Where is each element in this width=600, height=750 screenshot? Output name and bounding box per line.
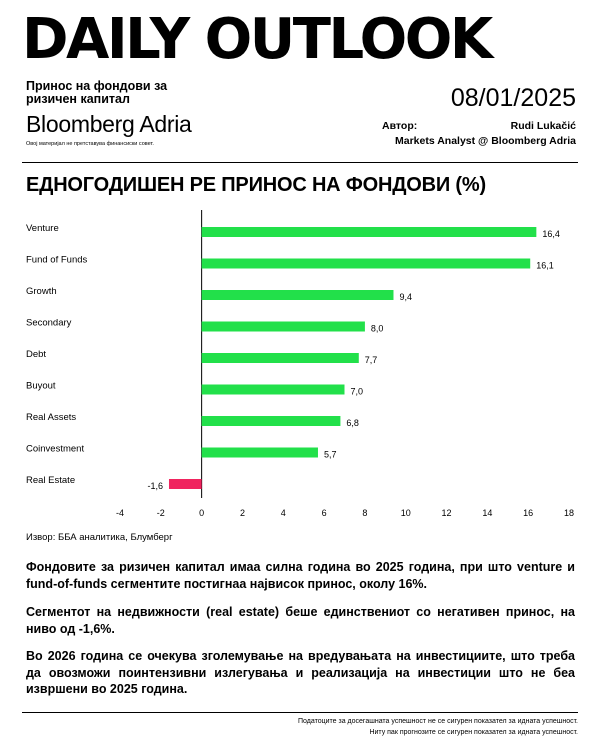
- value-label: 16,4: [542, 229, 560, 239]
- bar-secondary: [202, 322, 365, 332]
- category-label: Buyout: [26, 380, 56, 392]
- category-label: Real Estate: [26, 475, 76, 486]
- value-label: 8,0: [370, 323, 384, 334]
- x-tick-label: 12: [441, 508, 452, 518]
- brand-logo: Bloomberg Adria: [26, 111, 192, 137]
- footer-rule: [22, 712, 578, 713]
- value-label: -1,6: [147, 481, 163, 491]
- bar-fund-of-funds: [202, 259, 531, 269]
- paragraph-2: Сегментот на недвижности (real estate) беше единствениот со негативен принос, на ниво од -1,6%.: [26, 605, 575, 636]
- bar-real-assets: [202, 416, 341, 426]
- chart-title: ЕДНОГОДИШЕН PE ПРИНОС НА ФОНДОВИ (%): [26, 174, 486, 196]
- paragraph-1: Фондовите за ризичен капитал имаа силна година во 2025 година, при што venture и fund-of-funds сегментите постигнаа највисок принос, околу 16%.: [26, 560, 575, 591]
- x-tick-label: 18: [563, 508, 575, 518]
- bar-buyout: [202, 385, 345, 395]
- footer-disclaimer-2: Ниту пак прогнозите се сигурен показател за идната успешност.: [369, 729, 578, 736]
- source-note: Извор: ББА аналитика, Блумберг: [26, 532, 173, 543]
- value-label: 7,0: [350, 386, 364, 397]
- x-tick-label: -2: [156, 508, 165, 518]
- x-tick-label: 0: [199, 508, 205, 518]
- bar-debt: [202, 353, 359, 363]
- footer-disclaimer-1: Податоците за досегашната успешност не се сигурен показател за идната успешност.: [298, 718, 578, 725]
- category-label: Coinvestment: [26, 443, 85, 455]
- value-label: 5,7: [323, 449, 337, 460]
- category-label: Venture: [26, 223, 59, 234]
- author-label: Автор:: [382, 120, 418, 132]
- x-tick-label: 10: [400, 508, 411, 518]
- category-label: Secondary: [26, 317, 72, 329]
- category-label: Real Assets: [26, 412, 77, 423]
- x-tick-label: 14: [482, 508, 493, 518]
- bar-growth: [202, 290, 394, 300]
- masthead-title: DAILY OUTLOOK: [22, 7, 491, 72]
- paragraph-3: Во 2026 година се очекува зголемување на вредувањата на инвестициите, што треба да овозможи поинтензивни излегувања и реализација на инвестиции што не беа извршени во 2025 година.: [26, 649, 575, 696]
- bar-chart: [0, 210, 600, 525]
- category-label: Debt: [26, 349, 47, 360]
- bar-venture: [202, 227, 537, 237]
- x-tick-label: 8: [362, 508, 368, 518]
- category-label: Growth: [26, 286, 57, 297]
- top-disclaimer: Овој материјал не претставува финансиски совет.: [26, 141, 154, 147]
- value-label: 7,7: [364, 355, 378, 365]
- report-date: 08/01/2025: [450, 84, 576, 112]
- value-label: 6,8: [346, 418, 359, 428]
- x-tick-label: 4: [280, 508, 286, 518]
- bar-real-estate: [169, 479, 202, 489]
- header-rule: [22, 162, 578, 163]
- x-tick-label: -4: [115, 508, 125, 518]
- category-label: Fund of Funds: [26, 254, 88, 266]
- author-name: Rudi Lukačić: [510, 120, 576, 132]
- subtitle: Принос на фондови за ризичен капитал: [26, 79, 168, 107]
- value-label: 16,1: [536, 260, 554, 271]
- x-tick-label: 2: [239, 508, 245, 518]
- bar-coinvestment: [202, 448, 318, 458]
- author-role: Markets Analyst @ Bloomberg Adria: [394, 135, 576, 147]
- value-label: 9,4: [399, 292, 412, 302]
- x-tick-label: 16: [523, 508, 534, 518]
- x-tick-label: 6: [321, 508, 327, 518]
